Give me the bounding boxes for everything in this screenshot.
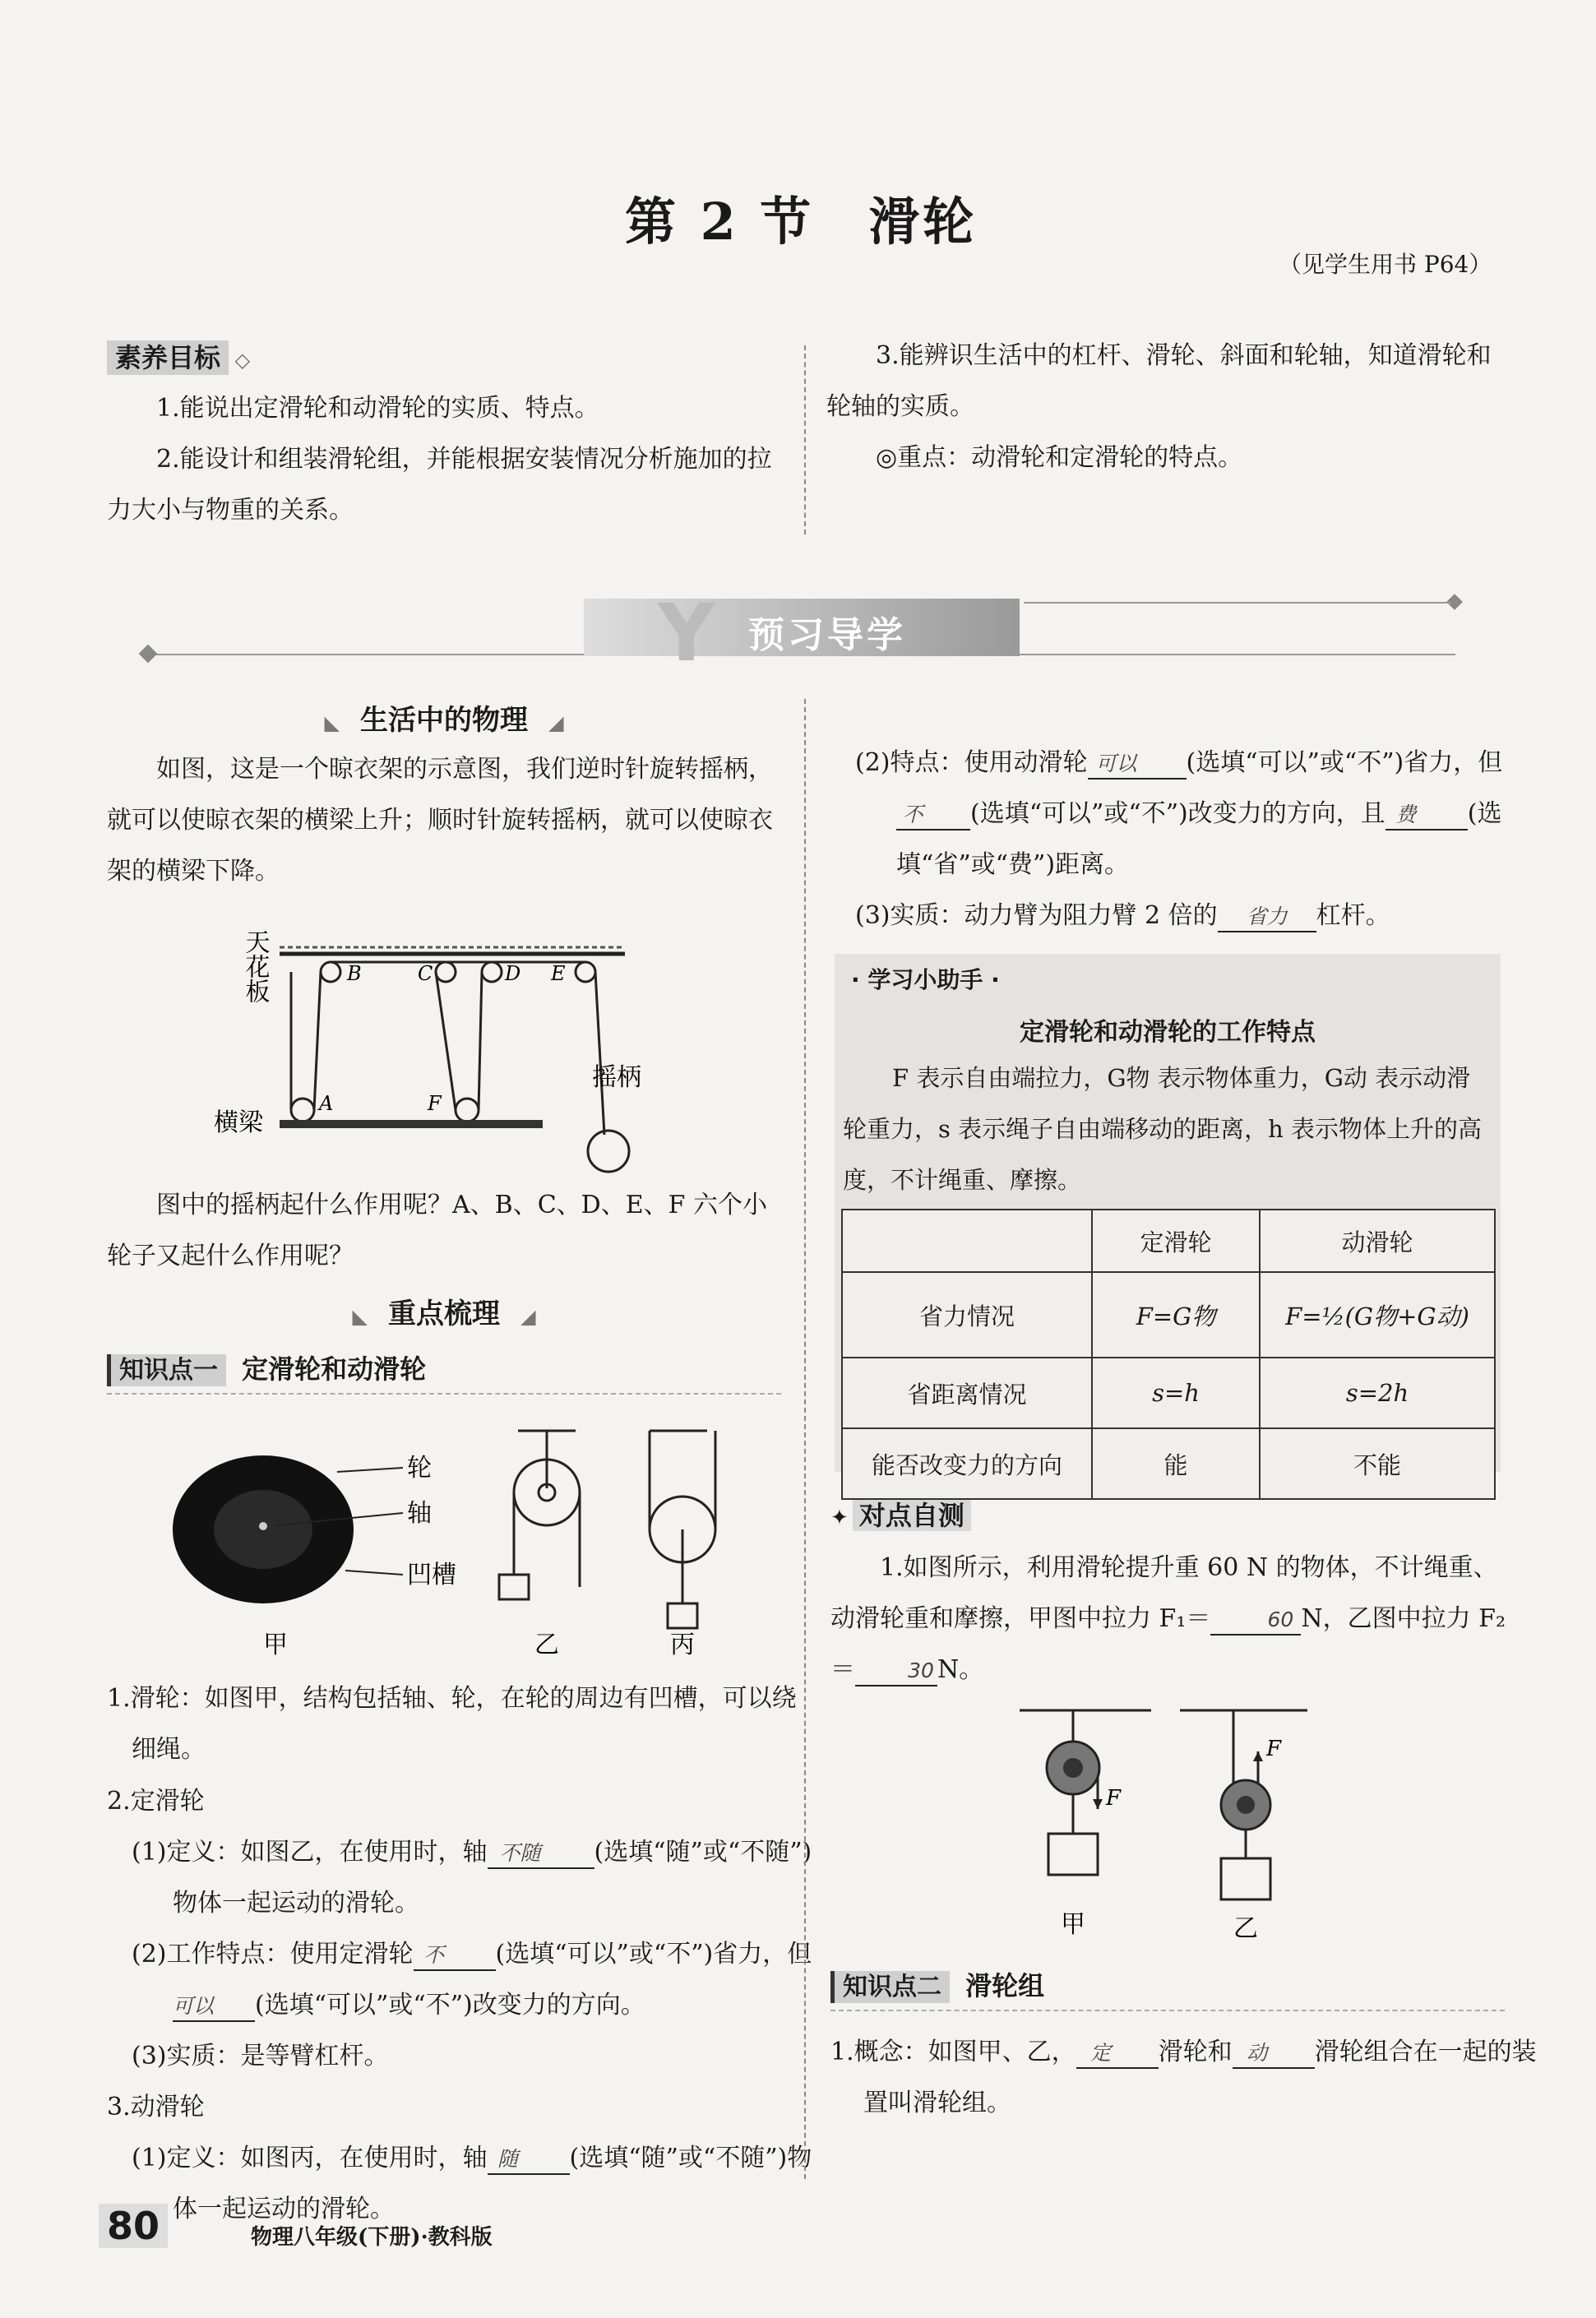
pulley-a bbox=[291, 1099, 314, 1122]
table-cell: s=h bbox=[1092, 1358, 1260, 1428]
text: (2)特点：使用动滑轮 bbox=[855, 748, 1088, 777]
table-cell: F=G物 bbox=[1092, 1272, 1260, 1358]
table-header: 动滑轮 bbox=[1260, 1210, 1495, 1272]
table-header bbox=[842, 1210, 1092, 1272]
kp2-title: 滑轮组 bbox=[965, 1970, 1045, 2001]
kp2-tag: 知识点二 bbox=[830, 1971, 950, 2003]
label-b: B bbox=[347, 962, 362, 985]
weight-block bbox=[499, 1575, 529, 1599]
answer-blank: 不 bbox=[896, 801, 970, 831]
kp1-s1: 1.滑轮：如图甲，结构包括轴、轮，在轮的周边有凹槽，可以绕细绳。 bbox=[107, 1684, 797, 1764]
life-question: 图中的摇柄起什么作用呢？A、B、C、D、E、F 六个小轮子又起什么作用呢？ bbox=[107, 1191, 767, 1270]
pulley-b bbox=[321, 962, 340, 982]
fig-bing-label: 丙 bbox=[670, 1631, 695, 1659]
beam-label: 横梁 bbox=[214, 1108, 263, 1137]
arrow-down-icon bbox=[1093, 1799, 1103, 1809]
text: (选填“随”或“不随”)物体一起运动的滑轮。 bbox=[173, 1838, 812, 1918]
column-divider-top bbox=[804, 345, 806, 534]
label-d: D bbox=[505, 962, 521, 985]
text: 滑轮组合在一起的装置叫滑轮组。 bbox=[863, 2038, 1537, 2117]
table-cell: 不能 bbox=[1260, 1428, 1495, 1499]
fig-yi-label: 乙 bbox=[1233, 1914, 1258, 1943]
life-heading bbox=[280, 697, 608, 738]
kp1-s2-1 bbox=[132, 1827, 830, 1929]
answer-blank: 费 bbox=[1386, 801, 1468, 831]
review-heading-text: 重点梳理 bbox=[388, 1298, 500, 1330]
banner-letter: Y bbox=[658, 587, 715, 679]
banner-text: 预习导学 bbox=[748, 614, 906, 656]
goals-label: 素养目标 bbox=[107, 340, 229, 375]
diamond-icon: ◇ bbox=[229, 349, 251, 372]
fig-yi-label: 乙 bbox=[534, 1631, 559, 1659]
banner-dot-left bbox=[139, 645, 158, 664]
page-number: 80 bbox=[99, 2204, 168, 2248]
goals-right bbox=[826, 331, 1509, 483]
check-q1 bbox=[830, 1543, 1513, 1696]
answer-blank: 不 bbox=[414, 1941, 496, 1971]
answer-blank: 动 bbox=[1233, 2039, 1315, 2069]
force-f2-label: F bbox=[1266, 1737, 1282, 1761]
helper-desc: F 表示自由端拉力，G物 表示物体重力，G动 表示动滑轮重力，s 表示绳子自由端移动的距离，h 表示物体上升的高度，不计绳重、摩擦。 bbox=[843, 1064, 1482, 1194]
text: (2)工作特点：使用定滑轮 bbox=[132, 1940, 414, 1969]
goal-item-3: 3.能辨识生活中的杠杆、滑轮、斜面和轮轴，知道滑轮和轮轴的实质。 bbox=[826, 341, 1492, 421]
kp1-s2-3: (3)实质：是等臂杠杆。 bbox=[132, 2042, 389, 2070]
text: (选填“可以”或“不”)改变力的方向。 bbox=[255, 1991, 645, 2020]
table-cell: s=2h bbox=[1260, 1358, 1495, 1428]
check-header bbox=[830, 1495, 971, 1533]
table-cell: F=½(G物+G动) bbox=[1260, 1272, 1495, 1358]
ceiling-label: 天花板 bbox=[240, 929, 270, 1003]
fig-jia-label: 甲 bbox=[1061, 1910, 1085, 1939]
answer-blank: 60 bbox=[1210, 1606, 1301, 1636]
text: (3)实质：动力臂为阻力臂 2 倍的 bbox=[855, 901, 1218, 930]
label-f: F bbox=[428, 1092, 442, 1115]
kp1-title: 定滑轮和动滑轮 bbox=[242, 1353, 427, 1385]
answer-blank: 定 bbox=[1076, 2039, 1159, 2069]
table-cell: 省力情况 bbox=[842, 1272, 1092, 1358]
check-figure bbox=[1011, 1702, 1340, 1949]
kp1-s3-3 bbox=[855, 891, 1513, 942]
banner bbox=[584, 587, 1020, 679]
pulley-f bbox=[456, 1099, 479, 1122]
table-cell: 省距离情况 bbox=[842, 1358, 1092, 1428]
pulley-figures bbox=[132, 1414, 781, 1661]
kp1-s2-2 bbox=[132, 1929, 830, 2031]
goal-item-2: 2.能设计和组装滑轮组，并能根据安装情况分析施加的拉力大小与物重的关系。 bbox=[107, 445, 772, 525]
text: N，乙图中拉力 F₂＝ bbox=[830, 1604, 1506, 1684]
pulley-c bbox=[436, 962, 456, 982]
arrow-up-icon bbox=[1253, 1751, 1263, 1761]
label-e: E bbox=[551, 962, 566, 985]
column-divider bbox=[804, 699, 806, 2179]
reference-note: （见学生用书 P64） bbox=[1279, 251, 1492, 278]
text: N。 bbox=[937, 1655, 984, 1684]
goals-section bbox=[107, 337, 789, 536]
table-header: 定滑轮 bbox=[1092, 1210, 1260, 1272]
answer-blank: 可以 bbox=[1088, 750, 1187, 780]
kp1-header bbox=[107, 1349, 781, 1395]
text: (1)定义：如图乙，在使用时，轴 bbox=[132, 1838, 488, 1867]
check-label: 对点自测 bbox=[853, 1500, 971, 1531]
sparkle-icon: ✦ bbox=[830, 1506, 849, 1530]
triangle-icon: ◢ bbox=[548, 711, 564, 734]
text: 滑轮和 bbox=[1158, 2038, 1233, 2066]
triangle-icon: ◢ bbox=[520, 1305, 536, 1328]
label-c: C bbox=[418, 962, 433, 985]
review-heading bbox=[312, 1291, 576, 1331]
goal-item-1: 1.能说出定滑轮和动滑轮的实质、特点。 bbox=[156, 394, 599, 423]
table-cell: 能 bbox=[1092, 1428, 1260, 1499]
banner-line-top bbox=[1024, 602, 1451, 604]
helper-table bbox=[841, 1209, 1496, 1500]
answer-blank: 不随 bbox=[488, 1839, 594, 1869]
helper-label: · 学习小助手 · bbox=[851, 966, 1000, 993]
triangle-icon: ◣ bbox=[324, 711, 340, 734]
life-heading-text: 生活中的物理 bbox=[360, 704, 528, 737]
kp1-s2: 2.定滑轮 bbox=[107, 1787, 205, 1816]
text: (选填“可以”或“不”)省力，但 bbox=[1186, 748, 1503, 777]
answer-blank: 省力 bbox=[1218, 903, 1316, 932]
text: (选填“可以”或“不”)省力，但 bbox=[495, 1940, 812, 1969]
answer-blank: 可以 bbox=[173, 1992, 255, 2022]
kp1-tag: 知识点一 bbox=[107, 1354, 226, 1386]
clothes-rack-figure bbox=[214, 905, 674, 1176]
text: (选填“可以”或“不”)改变力的方向，且 bbox=[970, 799, 1386, 828]
fig-jia-label: 甲 bbox=[263, 1631, 288, 1659]
helper-title: 定滑轮和动滑轮的工作特点 bbox=[1020, 1018, 1316, 1047]
triangle-icon: ◣ bbox=[352, 1305, 368, 1328]
label-a: A bbox=[319, 1092, 334, 1115]
kp1-s3-2 bbox=[855, 738, 1554, 891]
answer-blank: 30 bbox=[855, 1657, 937, 1686]
page-title: 第 2 节 滑轮 bbox=[625, 192, 978, 252]
pulley-e bbox=[576, 962, 595, 982]
kp2-header bbox=[830, 1965, 1505, 2011]
book-name: 物理八年级(下册)·教科版 bbox=[251, 2225, 493, 2250]
key-point: ◎重点：动滑轮和定滑轮的特点。 bbox=[876, 443, 1243, 472]
text: 杠杆。 bbox=[1316, 901, 1390, 930]
text: (1)定义：如图丙，在使用时，轴 bbox=[132, 2144, 488, 2172]
force-f1-label: F bbox=[1106, 1786, 1122, 1811]
text: (选填“省”或“费”)距离。 bbox=[896, 799, 1502, 879]
crank-label: 摇柄 bbox=[592, 1063, 641, 1092]
helper-box bbox=[835, 954, 1501, 1479]
pulley-d bbox=[482, 962, 502, 982]
answer-blank: 随 bbox=[488, 2145, 570, 2175]
text: 1.如图所示，利用滑轮提升重 60 N 的物体，不计绳重、动滑轮重和摩擦，甲图中拉力 F₁＝ bbox=[830, 1553, 1498, 1633]
wheel-label: 轮 bbox=[407, 1454, 432, 1483]
axle-label: 轴 bbox=[407, 1499, 432, 1528]
groove-label: 凹槽 bbox=[407, 1561, 456, 1589]
table-cell: 能否改变力的方向 bbox=[842, 1428, 1092, 1499]
text: 1.概念：如图甲、乙， bbox=[830, 2038, 1076, 2066]
text: (选填“随”或“不随”)物体一起运动的滑轮。 bbox=[173, 2144, 812, 2223]
beam bbox=[280, 1120, 543, 1128]
life-intro: 如图，这是一个晾衣架的示意图，我们逆时针旋转摇柄，就可以使晾衣架的横梁上升；顺时针旋转摇柄，就可以使晾衣架的横梁下降。 bbox=[107, 755, 773, 886]
kp1-s3: 3.动滑轮 bbox=[107, 2093, 205, 2121]
kp2-concept bbox=[830, 2027, 1546, 2129]
